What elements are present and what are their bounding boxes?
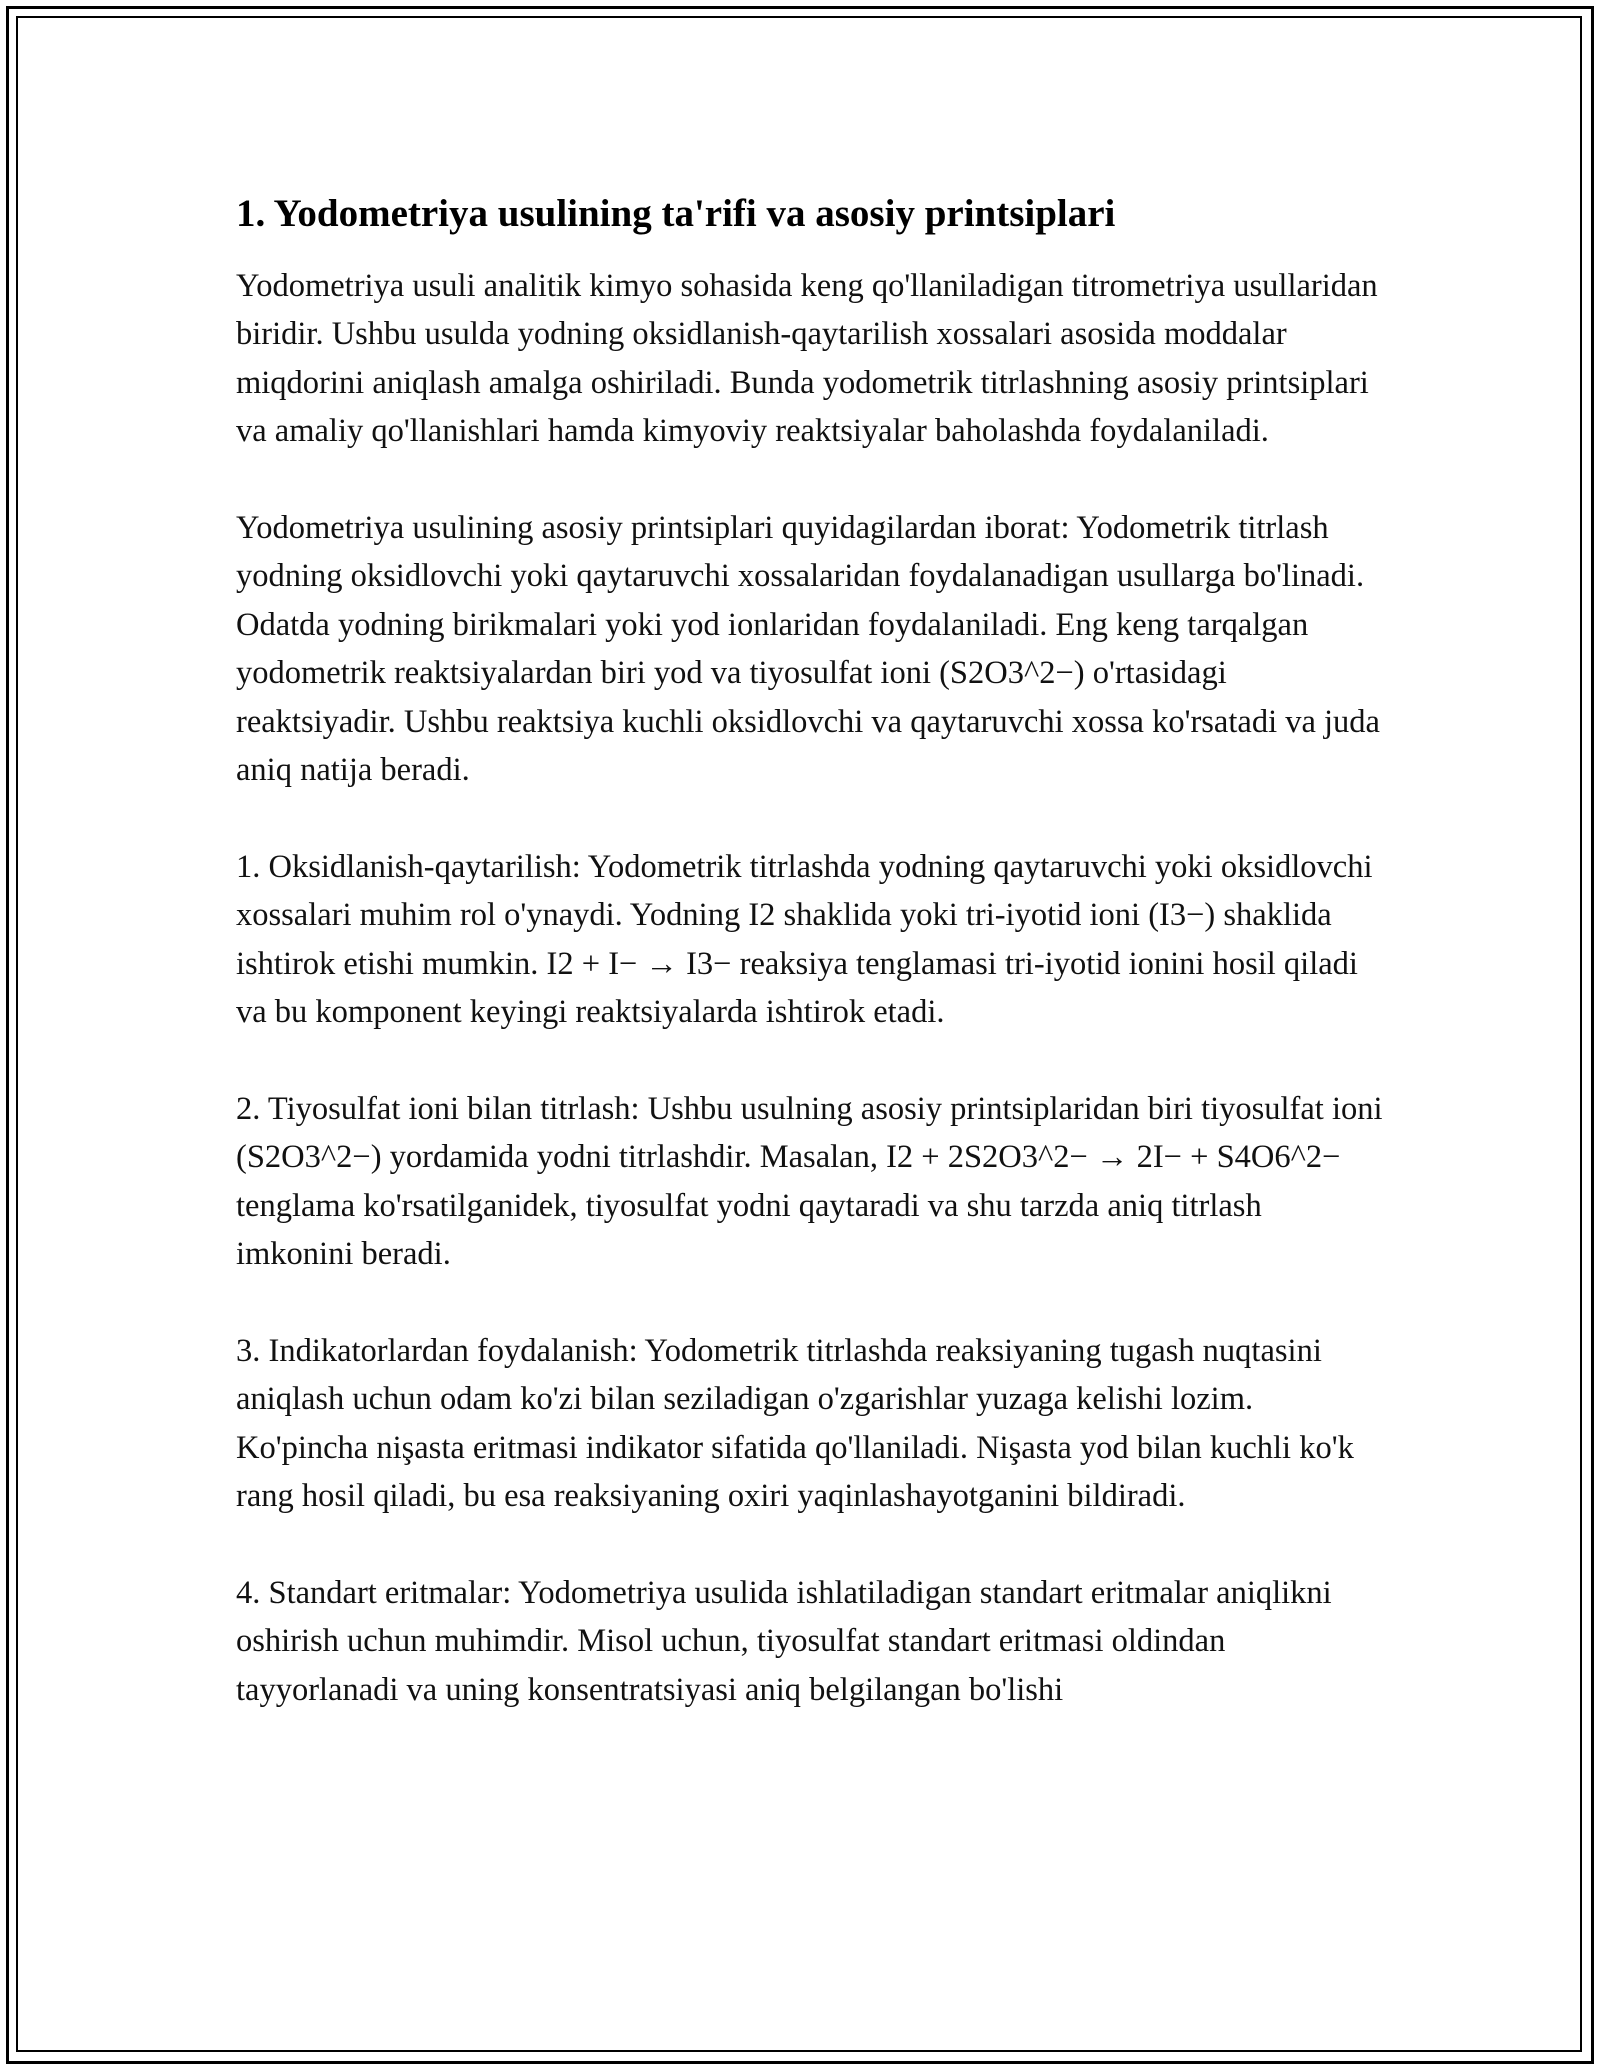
paragraph-intro: Yodometriya usuli analitik kimyo sohasida keng qo'llaniladigan titrometriya usullaridan biridir. Ushbu usulda yodning oksidlanish-qaytarilish xossalari asosida moddalar miqdorini aniqlash amalga oshiriladi. Bunda yodometrik titrlashning asosiy printsiplari va amaliy qo'llanishlari hamda kimyoviy reaktsiyalar baholashda foydalaniladi. [236,268,1378,450]
paragraph-item-4: 4. Standart eritmalar: Yodometriya usulida ishlatiladigan standart eritmalar aniqlikni oshirish uchun muhimdir. Misol uchun, tiyosulfat standart eritmasi oldindan tayyorlanadi va uning konsentratsiyasi aniq belgilangan bo'lishi [236,1574,1332,1708]
paragraph-principles: Yodometriya usulining asosiy printsiplari quyidagilardan iborat: Yodometrik titrlash yodning oksidlovchi yoki qaytaruvchi xossalaridan foydalanadigan usullarga bo'linadi. Odatda yodning birikmalari yoki yod ionlaridan foydalaniladi. Eng keng tarqalgan yodometrik reaktsiyalardan biri yod va tiyosulfat ioni (S2O3^2−) o'rtasidagi reaktsiyadir. Ushbu reaktsiya kuchli oksidlovchi va qaytaruvchi xossa ko'rsatadi va juda aniq natija beradi. [236,510,1380,789]
paragraph-item-2: 2. Tiyosulfat ioni bilan titrlash: Ushbu usulning asosiy printsiplaridan biri tiyosulfat ioni (S2O3^2−) yordamida yodni titrlashdir. Masalan, I2 + 2S2O3^2− → 2I− + S4O6^2− tenglama ko'rsatilganidek, tiyosulfat yodni qaytaradi va shu tarzda aniq titrlash imkonini beradi. [236,1090,1383,1273]
paragraph-item-1: 1. Oksidlanish-qaytarilish: Yodometrik titrlashda yodning qaytaruvchi yoki oksidlovchi xossalari muhim rol o'ynaydi. Yodning I2 shaklida yoki tri-iyotid ioni (I3−) shaklida ishtirok etishi mumkin. I2 + I− → I3− reaksiya tenglamasi tri-iyotid ionini hosil qiladi va bu komponent keyingi reaktsiyalarda ishtirok etadi. [236,848,1373,1031]
document-body [236,188,1386,1763]
section-heading: 1. Yodometriya usulining ta'rifi va asosiy printsiplari [236,192,1116,235]
paragraph-item-3: 3. Indikatorlardan foydalanish: Yodometrik titrlashda reaksiyaning tugash nuqtasini aniqlash uchun odam ko'zi bilan seziladigan o'zgarishlar yuzaga kelishi lozim. Ko'pincha nişasta eritmasi indikator sifatida qo'llaniladi. Nişasta yod bilan kuchli ko'k rang hosil qiladi, bu esa reaksiyaning oxiri yaqinlashayotganini bildiradi. [236,1332,1354,1515]
